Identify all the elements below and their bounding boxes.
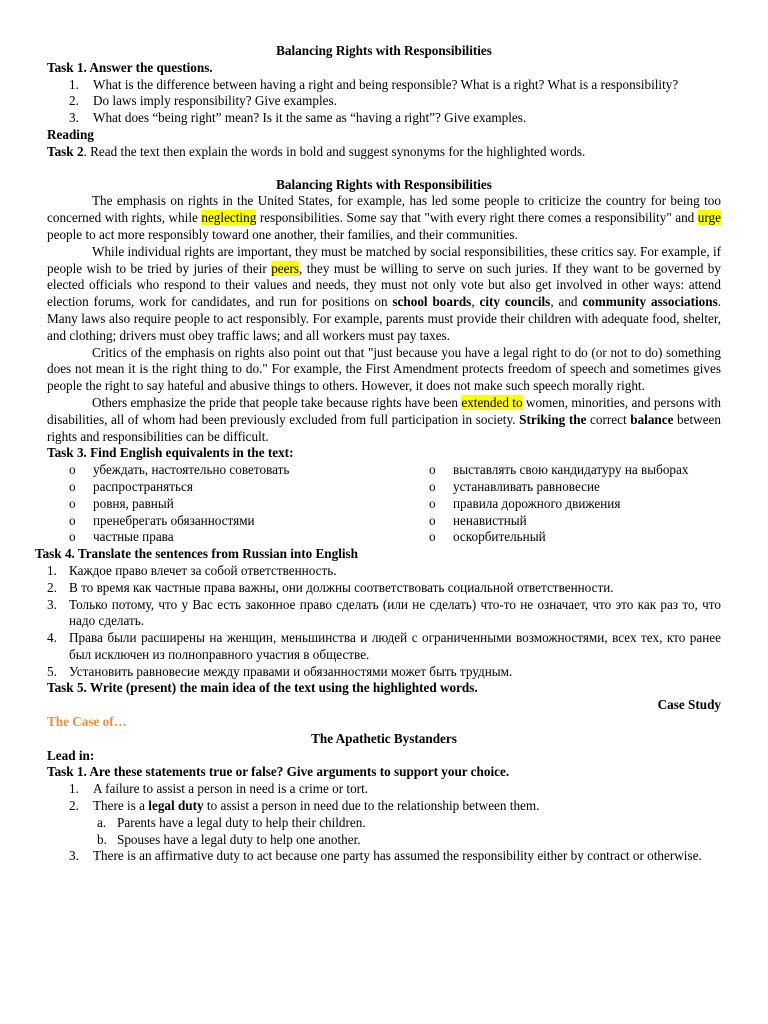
lead-in-label: Lead in:: [47, 747, 95, 763]
list-item: [407, 513, 721, 530]
list-item: [47, 462, 407, 479]
list-letter: a.: [97, 814, 107, 830]
case-of-label: The Case of…: [47, 714, 127, 730]
list-number: 1.: [47, 562, 57, 578]
list-number: 1.: [69, 76, 79, 92]
reading-label: Reading: [47, 126, 94, 142]
task2-instruction: [47, 144, 721, 161]
list-item: [47, 815, 721, 832]
task2-text: . Read the text then explain the words in bold and suggest synonyms for the highlighted words.: [83, 143, 586, 159]
list-text: устанавливать равновесие: [453, 478, 600, 494]
reading-paragraph-4: [47, 395, 721, 445]
list-text: Parents have a legal duty to help their children.: [117, 814, 366, 830]
highlighted-word: urge: [697, 210, 721, 226]
task3-left-list: [47, 462, 407, 546]
list-item: [47, 93, 721, 110]
list-number: 4.: [47, 630, 57, 646]
bold-term: community associations: [582, 294, 718, 310]
document-title: Balancing Rights with Responsibilities: [276, 43, 492, 58]
list-number: 2.: [47, 579, 57, 595]
task1-heading: Task 1. Answer the questions.: [47, 59, 213, 75]
bullet: o: [69, 512, 76, 528]
bold-term: legal duty: [148, 798, 204, 814]
bullet: o: [69, 529, 76, 545]
list-text: There is an affirmative duty to act because one party has assumed the responsibility either by contract or otherwise.: [93, 848, 702, 864]
list-text: В то время как частные права важны, они должны соответствовать социальной ответственности.: [69, 579, 614, 595]
list-item: [47, 513, 407, 530]
text-run: Others emphasize the pride that people take because rights have been: [92, 394, 462, 410]
list-text: частные права: [93, 529, 174, 545]
text-run: ,: [471, 294, 480, 310]
text-run: people to act more responsibly toward one another, their families, and their communities.: [47, 226, 518, 242]
reading-paragraph-3: Critics of the emphasis on rights also point out that "just because you have a legal right to do (or not to do) something does not mean it is the right thing to do." For example, the First Amendment protects freedom of speech and sometimes gives people the right to say hateful and abusive things to others. However, it does not make such speech morally right.: [47, 344, 721, 394]
task2-label: Task 2: [47, 143, 84, 159]
task3-heading: Task 3. Find English equivalents in the text:: [47, 445, 294, 461]
bullet: o: [429, 495, 436, 511]
text-run: The emphasis on rights in the United States, for example, has led some people to criticize the country for being too concerned with rights, while: [47, 193, 721, 226]
list-item: [47, 832, 721, 849]
reading-title: Balancing Rights with Responsibilities: [276, 176, 492, 192]
list-letter: b.: [97, 831, 107, 847]
list-item: [47, 496, 407, 513]
list-number: 1.: [69, 781, 79, 797]
list-item: [47, 529, 407, 546]
bold-term: city councils: [479, 294, 551, 310]
highlighted-word: extended to: [461, 394, 523, 410]
task4-list: [47, 563, 721, 681]
list-text: Spouses have a legal duty to help one another.: [117, 831, 361, 847]
reading-paragraph-2: [47, 244, 721, 345]
text-run: There is a: [93, 798, 149, 814]
list-item: [47, 580, 721, 597]
highlighted-word: peers: [271, 260, 300, 276]
list-item: [47, 781, 721, 798]
list-item: [47, 77, 721, 94]
case-title: The Apathetic Bystanders: [311, 730, 457, 746]
list-item: [47, 110, 721, 127]
case-task1-list-cont: [47, 848, 721, 865]
bullet: o: [69, 462, 76, 478]
text-run: between rights and responsibilities can be difficult.: [47, 411, 721, 444]
bold-term: Striking the: [519, 411, 587, 427]
list-item: [407, 479, 721, 496]
bullet: o: [429, 512, 436, 528]
task3-right-list: [407, 462, 721, 546]
list-text: распространяться: [93, 478, 193, 494]
list-item: [47, 479, 407, 496]
bullet: o: [69, 478, 76, 494]
list-item: [407, 529, 721, 546]
bold-term: school boards: [392, 294, 472, 310]
bold-term: balance: [630, 411, 674, 427]
highlighted-word: neglecting: [201, 210, 257, 226]
text-run: correct: [586, 411, 631, 427]
list-item: [407, 462, 721, 479]
text-run: , and: [550, 294, 583, 310]
list-text: пренебрегать обязанностями: [93, 512, 255, 528]
text-run: , they must be willing to serve on such juries. If they want to be governed by elected officials who respond to their values and needs, they must not only vote but also get involved in other ways: attend election forums, work for candidates, and run for positions on: [47, 260, 721, 310]
list-text: Каждое право влечет за собой ответственность.: [69, 562, 337, 578]
text-run: . Many laws also require people to act responsibly. For example, parents must provide their children with adequate food, shelter, and clothing; drivers must obey traffic laws; and all workers must pay taxes.: [47, 294, 721, 343]
list-item: [47, 597, 721, 631]
list-number: 2.: [69, 798, 79, 814]
reading-paragraph-1: [47, 193, 721, 243]
list-number: 3.: [69, 848, 79, 864]
bullet: o: [429, 529, 436, 545]
list-number: 2.: [69, 93, 79, 109]
case-task1-list: [47, 781, 721, 815]
list-text: What is the difference between having a right and being responsible? What is a right? What is a responsibility?: [93, 76, 679, 92]
list-text: ненавистный: [453, 512, 527, 528]
list-text: Do laws imply responsibility? Give examples.: [93, 93, 337, 109]
list-text: убеждать, настоятельно советовать: [93, 462, 290, 478]
list-item: [47, 798, 721, 815]
task5-heading: Task 5. Write (present) the main idea of the text using the highlighted words.: [47, 680, 478, 696]
case-task1-heading: Task 1. Are these statements true or false? Give arguments to support your choice.: [47, 764, 510, 780]
bullet: o: [69, 495, 76, 511]
list-text: правила дорожного движения: [453, 495, 621, 511]
list-item: [47, 630, 721, 664]
case-task1-sublist: [47, 815, 721, 849]
list-item: [47, 563, 721, 580]
list-number: 5.: [47, 663, 57, 679]
text-run: responsibilities. Some say that "with every right there comes a responsibility" and: [256, 210, 698, 226]
list-text: Права были расширены на женщин, меньшинства и людей с ограниченными возможностями, всех тех, кто ранее был исключен из полноправного участия в обществе.: [69, 630, 721, 662]
document-page: [35, 43, 721, 865]
task1-list: [47, 77, 721, 127]
bullet: o: [429, 462, 436, 478]
list-text: выставлять свою кандидатуру на выборах: [453, 462, 689, 478]
list-item: [407, 496, 721, 513]
case-study-label: Case Study: [657, 697, 721, 713]
list-item: [47, 848, 721, 865]
list-text: оскорбительный: [453, 529, 546, 545]
list-text: What does “being right” mean? Is it the same as “having a right”? Give examples.: [93, 110, 527, 126]
list-item: [47, 664, 721, 681]
text-run: to assist a person in need due to the relationship between them.: [203, 798, 540, 814]
list-text: A failure to assist a person in need is a crime or tort.: [93, 781, 369, 797]
list-text: Только потому, что у Вас есть законное право сделать (или не сделать) что-то не означает, что это как раз то, что надо сделать.: [69, 596, 721, 629]
list-number: 3.: [47, 596, 57, 612]
text-run: While individual rights are important, they must be matched by social responsibilities, these critics say. For example, if people wish to be tried by juries of their: [47, 243, 721, 276]
task3-columns: [47, 462, 721, 546]
list-text: ровня, равный: [93, 495, 174, 511]
list-number: 3.: [69, 110, 79, 126]
list-text: Установить равновесие между правами и обязанностями может быть трудным.: [69, 663, 513, 679]
task4-heading: Task 4. Translate the sentences from Russian into English: [35, 546, 359, 562]
bullet: o: [429, 478, 436, 494]
text-run: women, minorities, and persons with disabilities, all of whom had been previously excluded from full participation in society.: [47, 394, 721, 427]
